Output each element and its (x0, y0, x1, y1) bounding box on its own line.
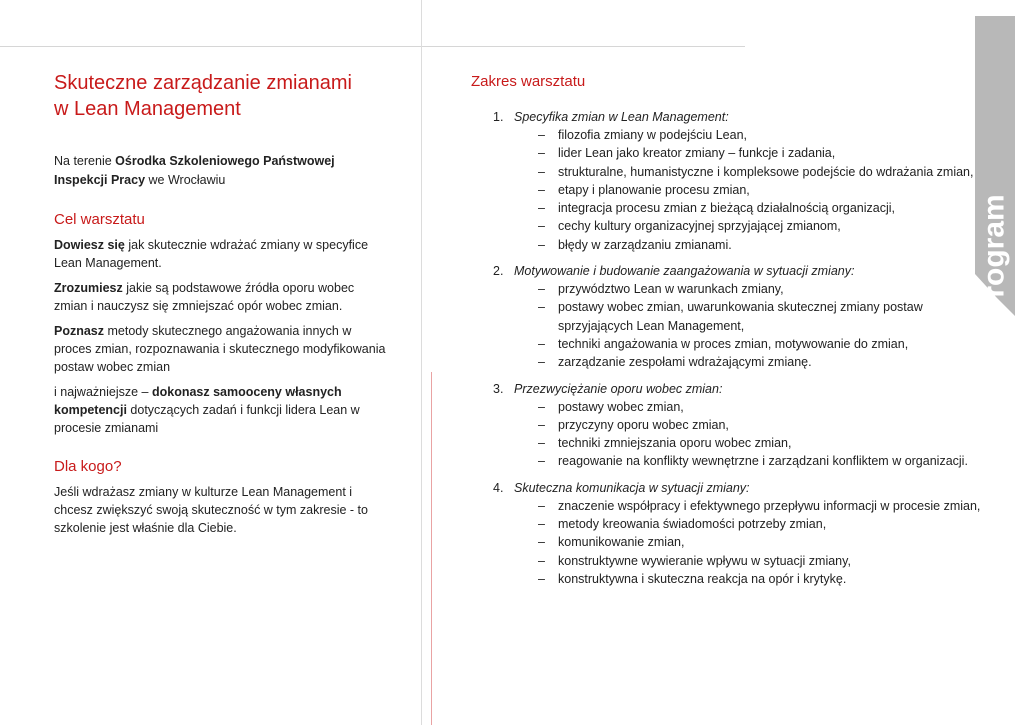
subtopic-item: – komunikowanie zmian, (514, 533, 981, 551)
topic-number: 1. (493, 110, 504, 124)
topic-number: 4. (493, 480, 504, 495)
program-tab-label: Program (978, 194, 1011, 318)
subtopic-item: – strukturalne, humanistyczne i kompleksowe podejście do wdrażania zmian, (514, 163, 981, 181)
topic-item (471, 262, 981, 371)
topic-number: 3. (493, 381, 504, 396)
subtopic-item: – techniki angażowania w proces zmian, motywowanie do zmian, (514, 335, 981, 353)
subtopic-item: – przyczyny oporu wobec zmian, (514, 416, 981, 434)
subtopic-item: – błędy w zarządzaniu zmianami. (514, 236, 981, 254)
goal-paragraph-2: Zrozumiesz jakie są podstawowe źródła oporu wobec zmian i nauczysz się zmniejszać opór wobec zmian. (54, 281, 355, 313)
location-name: Ośrodka Szkoleniowego Państwowej Inspekcji Pracy (54, 154, 335, 187)
subtopic-item: – filozofia zmiany w podejściu Lean, (514, 126, 981, 144)
subtopic-item: – postawy wobec zmian, uwarunkowania skutecznej zmiany postaw sprzyjających Lean Management, (514, 298, 981, 335)
subtopic-item: – integracja procesu zmian z bieżącą działalnością organizacji, (514, 199, 981, 217)
goal-paragraph-4: i najważniejsze – dokonasz samooceny własnych kompetencji dotyczących zadań i funkcji lidera Lean w procesie zmianami (54, 385, 360, 435)
subtopic-item: – etapy i planowanie procesu zmian, (514, 181, 981, 199)
subtopic-item: – reagowanie na konflikty wewnętrzne i zarządzani konfliktem w organizacji. (514, 452, 981, 470)
page-title (54, 70, 389, 122)
topic-title: Motywowanie i budowanie zaangażowania w sytuacji zmiany: (514, 264, 855, 279)
subtopic-list (514, 497, 981, 588)
topic-title: Specyfika zmian w Lean Management: (514, 110, 729, 124)
right-column (471, 72, 981, 596)
location-intro: Na terenie Ośrodka Szkoleniowego Państwowej Inspekcji Pracy we Wrocławiu (54, 154, 335, 187)
audience-heading: Dla kogo? (54, 458, 122, 475)
subtopic-item: – lider Lean jako kreator zmiany – funkcje i zadania, (514, 144, 981, 162)
topic-title: Skuteczna komunikacja w sytuacji zmiany: (514, 480, 750, 495)
subtopic-item: – cechy kultury organizacyjnej sprzyjającej zmianom, (514, 217, 981, 235)
goal-heading: Cel warsztatu (54, 211, 145, 228)
topic-title: Przezwyciężanie oporu wobec zmian: (514, 381, 723, 396)
subtopic-item: – przywództwo Lean w warunkach zmiany, (514, 280, 981, 298)
title-line-2: w Lean Management (54, 98, 241, 120)
audience-text: Jeśli wdrażasz zmiany w kulturze Lean Management i chcesz zwiększyć swoją skuteczność w tym zakresie - to szkolenie jest właśnie dla Ciebie. (54, 485, 368, 535)
subtopic-list (514, 398, 981, 471)
left-column (54, 70, 389, 544)
subtopic-item: – znaczenie współpracy i efektywnego przepływu informacji w procesie zmian, (514, 497, 981, 515)
subtopic-item: – metody kreowania świadomości potrzeby zmian, (514, 515, 981, 533)
title-line-1: Skuteczne zarządzanie zmianami (54, 72, 352, 94)
subtopic-list (514, 280, 981, 371)
subtopic-item: – techniki zmniejszania oporu wobec zmian, (514, 434, 981, 452)
goal-paragraph-1: Dowiesz się jak skutecznie wdrażać zmiany w specyfice Lean Management. (54, 238, 369, 270)
goal-paragraph-3: Poznasz metody skutecznego angażowania innych w proces zmian, rozpoznawania i skutecznego modyfikowania postaw wobec zmian (54, 324, 386, 374)
subtopic-item: – konstruktywna i skuteczna reakcja na opór i krytykę. (514, 570, 981, 588)
program-tab (975, 16, 1015, 316)
scope-heading: Zakres warsztatu (471, 73, 586, 90)
subtopic-item: – konstruktywne wywieranie wpływu w sytuacji zmiany, (514, 552, 981, 570)
subtopic-item: – zarządzanie zespołami wdrażającymi zmianę. (514, 353, 981, 371)
column-divider (421, 0, 422, 725)
topic-list (471, 108, 981, 588)
top-divider (0, 46, 745, 47)
topic-item (471, 108, 981, 254)
red-accent-line (431, 372, 432, 725)
topic-number: 2. (493, 264, 504, 279)
topic-item (471, 380, 981, 471)
subtopic-list (514, 126, 981, 254)
subtopic-item: – postawy wobec zmian, (514, 398, 981, 416)
topic-item (471, 479, 981, 588)
